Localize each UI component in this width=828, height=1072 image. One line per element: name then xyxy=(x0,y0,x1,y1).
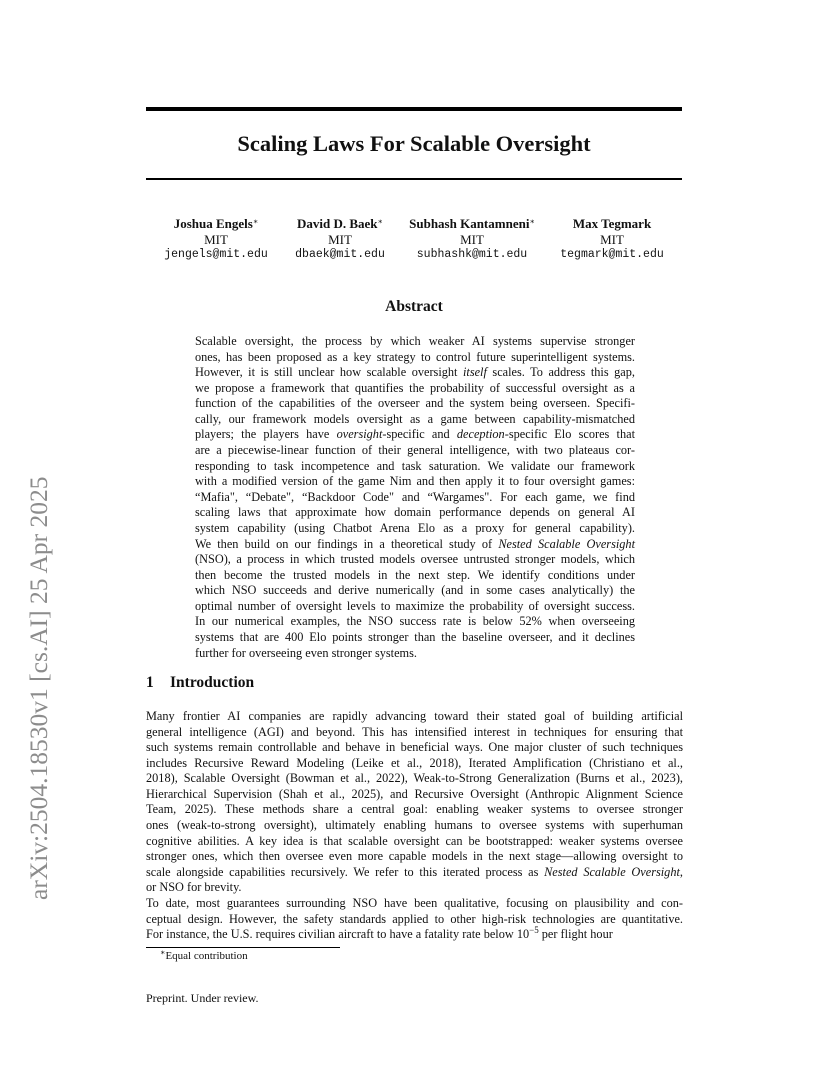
section-title: Introduction xyxy=(170,674,255,691)
text-line: includes Recursive Reward Modeling (Leike et al., 2018), Iterated Amplification (Christiano et al., xyxy=(146,755,683,770)
text-line: which NSO succeeds and derive numerically (and in some cases analytically) the xyxy=(195,583,635,598)
text-line: are a piecewise-linear function of their general intelligence, with two plateaus cor- xyxy=(195,443,635,458)
arxiv-identifier-stamp: arXiv:2504.18530v1 [cs.AI] 25 Apr 2025 xyxy=(24,476,53,900)
preprint-note: Preprint. Under review. xyxy=(146,991,259,1005)
author-email[interactable]: jengels@mit.edu xyxy=(164,248,268,261)
text-line: In our numerical examples, the NSO success rate is below 52% when overseeing xyxy=(195,614,635,629)
text-line: scale alongside capabilities recursively. We refer to this iterated process as Nested Scalable Oversight, xyxy=(146,864,683,879)
author-block xyxy=(286,216,394,263)
text-line: such systems remain controllable and behave in beneficial ways. One major cluster of such techniques xyxy=(146,740,683,755)
text-line: “Mafia", “Debate", “Backdoor Code" and “Wargames". For each game, we find xyxy=(195,489,635,504)
text-line: However, it is still unclear how scalable oversight itself scales. To address this gap, xyxy=(195,365,635,380)
text-line: ones, has been proposed as a key strategy to control future superintelligent systems. xyxy=(195,349,635,364)
text-line: (NSO), a process in which trusted models oversee untrusted stronger models, which xyxy=(195,552,635,567)
intro-paragraph xyxy=(146,709,683,896)
abstract-body xyxy=(195,334,635,661)
text-line: For instance, the U.S. requires civilian aircraft to have a fatality rate below $10^{-5}$ per flight hour xyxy=(146,925,613,942)
intro-paragraph xyxy=(146,896,683,943)
text-line: ones (weak-to-strong oversight), ultimately enabling humans to oversee systems with superhuman xyxy=(146,818,683,833)
author-name: David D. Baek∗ xyxy=(297,216,383,231)
author-block xyxy=(552,216,672,263)
text-line: then become the trusted models in the next step. We identify conditions under xyxy=(195,567,635,582)
text-line: or NSO for brevity. xyxy=(146,880,242,895)
section-heading xyxy=(146,674,254,692)
author-email[interactable]: subhashk@mit.edu xyxy=(416,248,528,261)
author-name: Subhash Kantamneni∗ xyxy=(409,216,535,231)
text-line: players; the players have oversight-specific and deception-specific Elo scores that xyxy=(195,427,635,442)
text-line: we propose a framework that quantifies the probability of successful oversight as a xyxy=(195,380,635,395)
section-number: 1 xyxy=(146,674,154,691)
text-line: scaling laws that approximate how domain performance depends on general AI xyxy=(195,505,635,520)
title-top-rule xyxy=(146,107,682,111)
author-block xyxy=(160,216,272,263)
author-name: Max Tegmark xyxy=(572,216,652,231)
author-affiliation: MIT xyxy=(204,232,228,247)
text-line: ceptual design. However, the safety standards applied to other high-risk technologies are quantitative. xyxy=(146,911,683,926)
author-email[interactable]: tegmark@mit.edu xyxy=(560,248,664,261)
text-line: Scalable oversight, the process by which weaker AI systems supervise stronger xyxy=(195,334,635,348)
author-affiliation: MIT xyxy=(600,232,624,247)
text-line: systems that are 400 Elo points stronger than the baseline overseer, and it declines xyxy=(195,629,635,644)
text-line: Many frontier AI companies are rapidly advancing toward their stated goal of building artificial xyxy=(146,709,683,723)
text-line: Team, 2025). These methods share a central goal: enabling weaker systems to oversee stronger xyxy=(146,802,683,817)
footnote-rule xyxy=(146,947,340,948)
text-line: 2018), Scalable Oversight (Bowman et al., 2022), Weak-to-Strong Generalization (Burns et al., 2023), xyxy=(146,771,683,786)
author-affiliation: MIT xyxy=(328,232,352,247)
text-line: To date, most guarantees surrounding NSO have been qualitative, focusing on plausibility and con- xyxy=(146,896,683,910)
text-line: with a modified version of the game Nim and then apply it to four oversight games: xyxy=(195,474,635,489)
text-line: We then build on our findings in a theoretical study of Nested Scalable Oversight xyxy=(195,536,635,551)
abstract-heading: Abstract xyxy=(385,298,443,315)
author-affiliation: MIT xyxy=(460,232,484,247)
text-line: Hierarchical Supervision (Shah et al., 2025), and Recursive Oversight (Anthropic Alignment Science xyxy=(146,786,683,801)
author-name: Joshua Engels∗ xyxy=(173,216,259,231)
text-line: stronger ones, which then oversee even more capable models in the next stage—allowing oversight to xyxy=(146,849,683,864)
text-line: further for overseeing even stronger systems. xyxy=(195,645,417,660)
title-bottom-rule xyxy=(146,178,682,180)
footnote: ∗Equal contribution xyxy=(160,948,248,962)
text-line: cognitive abilities. A key idea is that scalable oversight can be bootstrapped: weaker systems oversee xyxy=(146,833,683,848)
text-line: function of the capabilities of the overseer and the system being overseen. Specifi- xyxy=(195,396,635,411)
text-line: system capability (using Chatbot Arena Elo as a proxy for general capability). xyxy=(195,520,635,535)
text-line: responding to task incompetence and task saturation. We validate our framework xyxy=(195,458,635,473)
text-line: optimal number of oversight levels to maximize the probability of oversight success. xyxy=(195,598,635,613)
paper-title: Scaling Laws For Scalable Oversight xyxy=(237,131,591,156)
text-line: cally, our framework models oversight as a game between capability-mismatched xyxy=(195,411,635,426)
author-block xyxy=(404,216,540,263)
text-line: general intelligence (AGI) and beyond. This has intensified interest in techniques for ensuring that xyxy=(146,724,683,739)
author-email[interactable]: dbaek@mit.edu xyxy=(295,248,385,261)
